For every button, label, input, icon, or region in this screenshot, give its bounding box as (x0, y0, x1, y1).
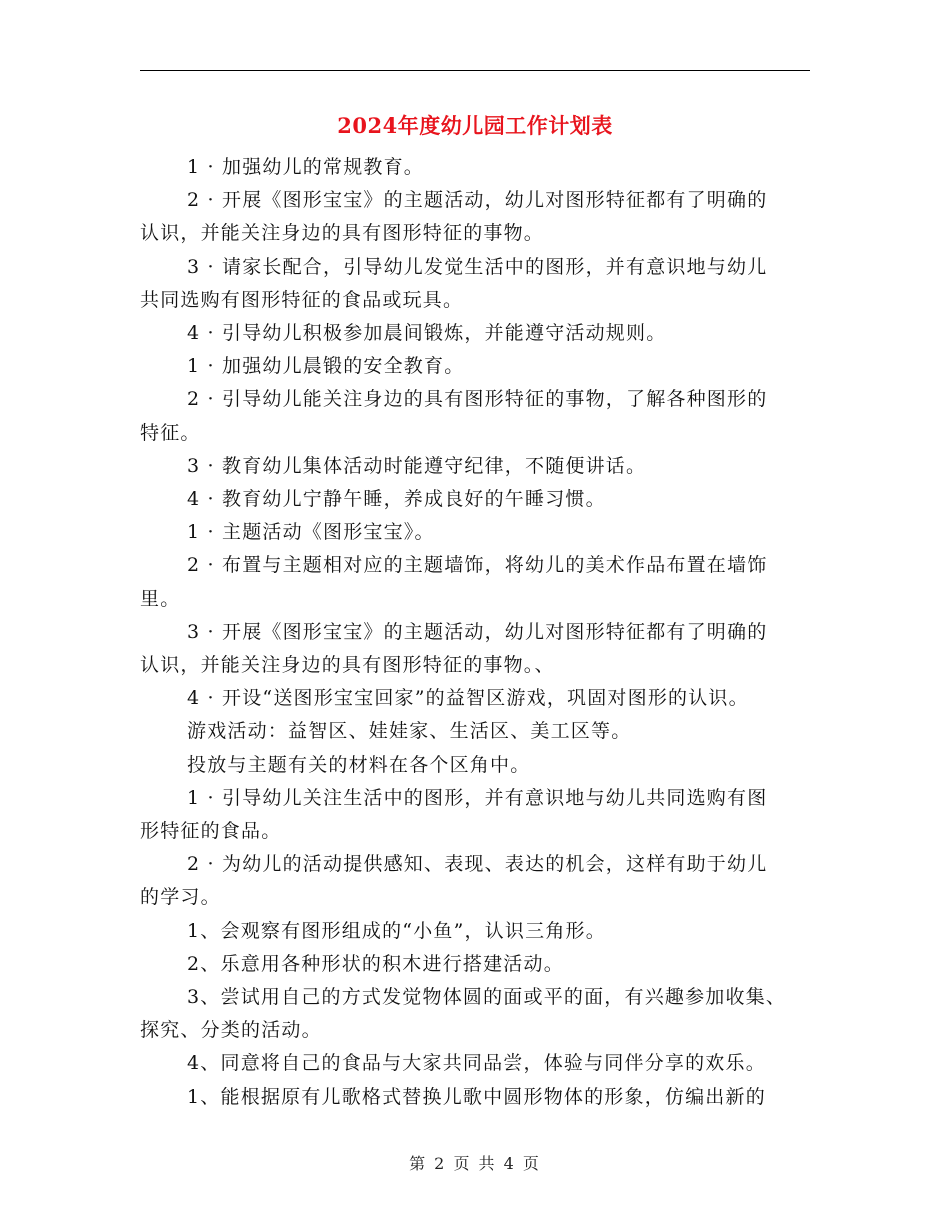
paragraph-line-continued: 里。 (140, 587, 181, 610)
paragraph-line-continued: 形特征的食品。 (140, 820, 282, 843)
paragraph (140, 151, 810, 184)
paragraph (140, 915, 810, 948)
header-rule (140, 70, 810, 71)
paragraph-line: 4 · 引导幼儿积极参加晨间锻炼，并能遵守活动规则。 (187, 322, 667, 345)
paragraph-line: 3 · 教育幼儿集体活动时能遵守纪律，不随便讲话。 (187, 454, 647, 477)
paragraph (140, 948, 810, 981)
paragraph-line: 投放与主题有关的材料在各个区角中。 (187, 753, 531, 776)
document-body (140, 151, 810, 1114)
paragraph-line-continued: 共同选购有图形特征的食品或玩具。 (140, 288, 464, 311)
document-title: 2024年度幼儿园工作计划表 (337, 113, 613, 138)
paragraph-line: 3 · 请家长配合，引导幼儿发觉生活中的图形，并有意识地与幼儿 (187, 255, 768, 278)
paragraph (140, 483, 810, 516)
paragraph (140, 516, 810, 549)
paragraph (140, 981, 810, 1047)
paragraph-line-continued: 探究、分类的活动。 (140, 1019, 322, 1042)
paragraph-line: 4、同意将自己的食品与大家共同品尝，体验与同伴分享的欢乐。 (187, 1052, 766, 1075)
paragraph-line: 2 · 引导幼儿能关注身边的具有图形特征的事物，了解各种图形的 (187, 388, 768, 411)
page-footer: 第 2 页 共 4 页 (409, 1154, 541, 1173)
paragraph (140, 782, 810, 848)
paragraph-line-continued: 认识，并能关注身边的具有图形特征的事物。 (140, 222, 545, 245)
paragraph (140, 317, 810, 350)
paragraph-line: 4 · 教育幼儿宁静午睡，养成良好的午睡习惯。 (187, 488, 606, 511)
paragraph-line: 2、乐意用各种形状的积木进行搭建活动。 (187, 952, 564, 975)
paragraph (140, 682, 810, 715)
paragraph-line: 1 · 主题活动《图形宝宝》。 (187, 521, 435, 544)
paragraph-line: 1 · 加强幼儿的常规教育。 (187, 156, 425, 178)
paragraph (140, 184, 810, 250)
paragraph-line: 4 · 开设“送图形宝宝回家”的益智区游戏，巩固对图形的认识。 (187, 687, 749, 710)
paragraph-line: 1 · 引导幼儿关注生活中的图形，并有意识地与幼儿共同选购有图 (187, 786, 768, 809)
paragraph-line: 3 · 开展《图形宝宝》的主题活动，幼儿对图形特征都有了明确的 (187, 620, 768, 643)
paragraph-line: 1、能根据原有儿歌格式替换儿歌中圆形物体的形象，仿编出新的 (187, 1085, 766, 1108)
paragraph-line: 2 · 布置与主题相对应的主题墙饰，将幼儿的美术作品布置在墙饰 (187, 554, 768, 577)
paragraph-line: 1 · 加强幼儿晨锻的安全教育。 (187, 355, 465, 378)
paragraph (140, 616, 810, 682)
paragraph-line: 3、尝试用自己的方式发觉物体圆的面或平的面，有兴趣参加收集、 (187, 986, 787, 1009)
paragraph (140, 350, 810, 383)
paragraph-line-continued: 的学习。 (140, 886, 221, 909)
paragraph-line: 2 · 为幼儿的活动提供感知、表现、表达的机会，这样有助于幼儿 (187, 853, 768, 876)
paragraph (140, 383, 810, 449)
paragraph (140, 549, 810, 615)
paragraph-line-continued: 认识，并能关注身边的具有图形特征的事物。、 (140, 654, 555, 677)
paragraph (140, 1047, 810, 1080)
paragraph-line: 游戏活动：益智区、娃娃家、生活区、美工区等。 (187, 720, 632, 743)
paragraph (140, 715, 810, 748)
paragraph (140, 251, 810, 317)
paragraph-line: 2 · 开展《图形宝宝》的主题活动，幼儿对图形特征都有了明确的 (187, 189, 768, 212)
paragraph-line-continued: 特征。 (140, 421, 201, 444)
paragraph (140, 848, 810, 914)
paragraph-line: 1、会观察有图形组成的“小鱼”，认识三角形。 (187, 919, 606, 942)
paragraph (140, 450, 810, 483)
paragraph (140, 749, 810, 782)
paragraph (140, 1081, 810, 1114)
